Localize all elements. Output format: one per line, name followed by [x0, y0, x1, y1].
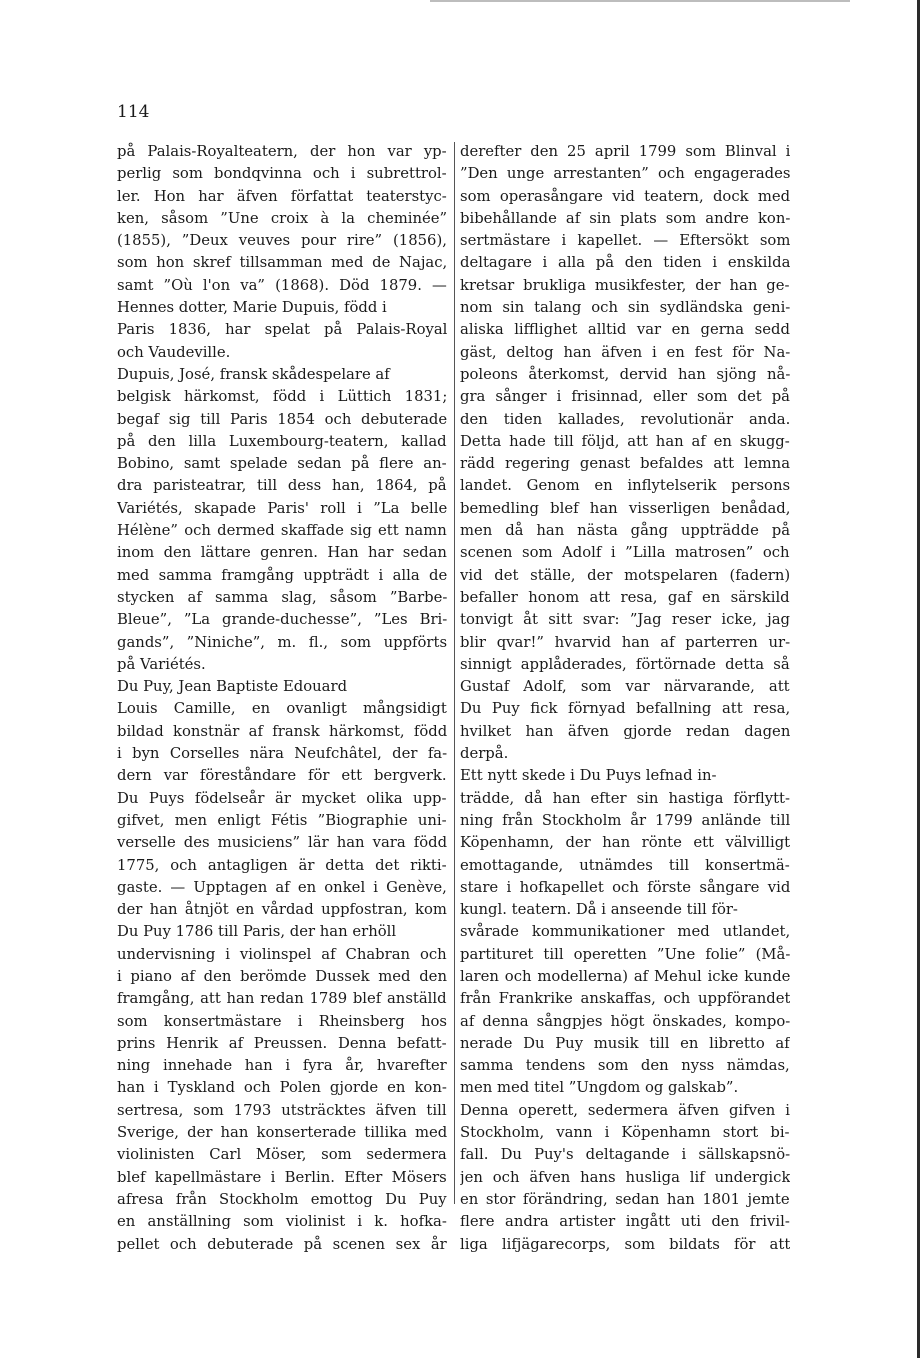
text-line: kretsar brukliga musikfester, der han ge- — [460, 276, 790, 294]
text-line: afresa från Stockholm emottog Du Puy — [117, 1190, 447, 1208]
text-line: Du Puy, Jean Baptiste Edouard — [117, 678, 348, 696]
text-line: på Variétés. — [117, 655, 206, 673]
text-line: tonvigt åt sitt svar: ”Jag reser icke, jag — [460, 611, 790, 629]
text-line: hvilket han äfven gjorde redan dagen — [460, 722, 790, 740]
text-line: Du Puys födelseår är mycket olika upp- — [117, 789, 447, 807]
text-line: derefter den 25 april 1799 som Blinval i — [460, 143, 790, 160]
text-line: Louis Camille, en ovanligt mångsidigt — [117, 700, 447, 718]
text-line: samma tendens som den nyss nämdas, — [460, 1057, 790, 1075]
text-line: poleons återkomst, dervid han sjöng nå- — [460, 365, 790, 383]
text-line: Bleue”, ”La grande-duchesse”, ”Les Bri- — [117, 611, 447, 629]
text-line: ning från Stockholm år 1799 anlände till — [460, 811, 790, 829]
text-line: på den lilla Luxembourg-teatern, kallad — [117, 432, 447, 450]
text-line: Variétés, skapade Paris' roll i ”La belle — [117, 499, 447, 517]
text-line: befaller honom att resa, gaf en särskild — [460, 588, 790, 606]
text-line: och Vaudeville. — [117, 343, 231, 361]
text-line: prins Henrik af Preussen. Denna befatt- — [117, 1034, 447, 1052]
text-line: laren och modellerna) af Mehul icke kunde — [460, 967, 790, 985]
text-line: ning innehade han i fyra år, hvarefter — [117, 1057, 447, 1075]
text-line: den tiden kallades, revolutionär anda. — [460, 410, 790, 428]
text-line: dern var föreståndare för ett bergverk. — [117, 767, 447, 785]
text-line: ”Den unge arrestanten” och engagerades — [460, 165, 790, 183]
text-line: framgång, att han redan 1789 blef anställd — [117, 990, 447, 1008]
text-line: Ett nytt skede i Du Puys lefnad in- — [460, 767, 717, 785]
page-number: 114 — [117, 102, 150, 122]
text-line: Stockholm, vann i Köpenhamn stort bi- — [460, 1124, 790, 1142]
text-line: landet. Genom en inflytelserik persons — [460, 477, 790, 495]
text-line: deltagare i alla på den tiden i enskilda — [460, 254, 790, 272]
text-line: emottagande, utnämdes till konsertmä- — [460, 856, 790, 874]
text-line: sertresa, som 1793 utsträcktes äfven till — [117, 1101, 447, 1119]
text-line: bemedling blef han visserligen benådad, — [460, 499, 790, 517]
text-line: gaste. — Upptagen af en onkel i Genève, — [117, 878, 447, 896]
text-line: trädde, då han efter sin hastiga förflytt- — [460, 789, 790, 807]
right-column — [460, 141, 790, 1256]
text-line: han i Tyskland och Polen gjorde en kon- — [117, 1079, 447, 1097]
text-line: Du Puy fick förnyad befallning att resa, — [460, 700, 790, 718]
text-line: partituret till operetten ”Une folie” (Må- — [460, 945, 790, 963]
text-line: sinnigt applåderades, förtörnade detta så — [460, 655, 790, 673]
text-line: gäst, deltog han äfven i en fest för Na- — [460, 343, 790, 361]
text-line: aliska lifflighet alltid var en gerna sedd — [460, 321, 790, 339]
text-line: 1775, och antagligen är detta det rikti- — [117, 856, 447, 874]
text-line: inom den lättare genren. Han har sedan — [117, 544, 447, 562]
text-line: från Frankrike anskaffas, och uppförandet — [460, 990, 790, 1008]
text-line: Du Puy 1786 till Paris, der han erhöll — [117, 923, 397, 941]
text-line: pellet och debuterade på scenen sex år — [117, 1235, 447, 1253]
text-line: liga lifjägarecorps, som bildats för att — [460, 1235, 790, 1253]
text-line: bildad konstnär af fransk härkomst, född — [117, 722, 447, 740]
text-line: Detta hade till följd, att han af en skugg- — [460, 432, 790, 450]
text-line: begaf sig till Paris 1854 och debuterade — [117, 410, 447, 428]
column-divider — [454, 142, 455, 1204]
text-line: scenen som Adolf i ”Lilla matrosen” och — [460, 544, 790, 562]
text-line: af denna sångpjes högt önskades, kompo- — [460, 1012, 790, 1030]
text-line: stare i hofkapellet och förste sångare vid — [460, 878, 790, 896]
text-line: som konsertmästare i Rheinsberg hos — [117, 1012, 447, 1030]
text-line: Bobino, samt spelade sedan på flere an- — [117, 455, 447, 473]
text-line: blir qvar!” hvarvid han af parterren ur- — [460, 633, 790, 651]
text-line: verselle des musiciens” lär han vara född — [117, 834, 447, 852]
text-line: nerade Du Puy musik till en libretto af — [460, 1034, 790, 1052]
text-line: gands”, ”Niniche”, m. fl., som uppförts — [117, 633, 447, 651]
text-line: i byn Corselles nära Neufchâtel, der fa- — [117, 745, 447, 763]
text-line: nom sin talang och sin sydländska geni- — [460, 299, 790, 317]
text-line: ler. Hon har äfven författat teaterstyc- — [117, 187, 447, 205]
text-line: Köpenhamn, der han rönte ett välvilligt — [460, 834, 790, 852]
text-line: Gustaf Adolf, som var närvarande, att — [460, 678, 790, 696]
text-line: stycken af samma slag, såsom ”Barbe- — [117, 588, 447, 606]
text-line: kungl. teatern. Då i anseende till för- — [460, 901, 738, 919]
text-line: Hennes dotter, Marie Dupuis, född i — [117, 299, 387, 317]
text-line: Sverige, der han konserterade tillika med — [117, 1124, 447, 1142]
text-line: Dupuis, José, fransk skådespelare af — [117, 365, 390, 383]
text-line: undervisning i violinspel af Chabran och — [117, 945, 447, 963]
text-line: blef kapellmästare i Berlin. Efter Mösers — [117, 1168, 447, 1186]
text-line: på Palais-Royalteatern, der hon var yp- — [117, 143, 447, 160]
text-line: Denna operett, sedermera äfven gifven i — [460, 1101, 790, 1119]
text-line: i piano af den berömde Dussek med den — [117, 967, 447, 985]
scan-edge-top — [430, 0, 850, 2]
text-line: (1855), ”Deux veuves pour rire” (1856), — [117, 232, 447, 250]
text-line: som hon skref tillsamman med de Najac, — [117, 254, 447, 272]
text-line: men med titel ”Ungdom og galskab”. — [460, 1079, 739, 1097]
text-line: ken, såsom ”Une croix à la cheminée” — [117, 209, 447, 227]
text-line: violinisten Carl Möser, som sedermera — [117, 1146, 447, 1164]
text-line: bibehållande af sin plats som andre kon- — [460, 209, 790, 227]
text-line: rädd regering genast befaldes att lemna — [460, 455, 790, 473]
text-line: svårade kommunikationer med utlandet, — [460, 923, 790, 941]
left-column — [117, 141, 447, 1256]
text-line: Paris 1836, har spelat på Palais-Royal — [117, 321, 447, 339]
text-line: sertmästare i kapellet. — Eftersökt som — [460, 232, 790, 250]
text-line: gra sånger i frisinnad, eller som det på — [460, 388, 790, 406]
text-line: jen och äfven hans husliga lif undergick — [460, 1168, 790, 1186]
text-line: en stor förändring, sedan han 1801 jemte — [460, 1190, 790, 1208]
text-line: som operasångare vid teatern, dock med — [460, 187, 790, 205]
text-line: belgisk härkomst, född i Lüttich 1831; — [117, 388, 447, 406]
text-line: men då han nästa gång uppträdde på — [460, 522, 790, 540]
text-line: flere andra artister ingått uti den frivil- — [460, 1213, 790, 1231]
text-line: derpå. — [460, 745, 509, 763]
text-line: vid det ställe, der motspelaren (fadern) — [460, 566, 790, 584]
text-line: en anställning som violinist i k. hofka- — [117, 1213, 447, 1231]
text-line: perlig som bondqvinna och i subrettrol- — [117, 165, 447, 183]
text-line: dra paristeatrar, till dess han, 1864, på — [117, 477, 447, 495]
text-line: fall. Du Puy's deltagande i sällskapsnö- — [460, 1146, 790, 1164]
text-line: med samma framgång uppträdt i alla de — [117, 566, 447, 584]
text-line: samt ”Où l'on va” (1868). Död 1879. — — [117, 276, 447, 294]
text-line: der han åtnjöt en vårdad uppfostran, kom — [117, 901, 447, 919]
text-line: gifvet, men enligt Fétis ”Biographie uni- — [117, 811, 447, 829]
text-line: Hélène” och dermed skaffade sig ett namn — [117, 522, 447, 540]
